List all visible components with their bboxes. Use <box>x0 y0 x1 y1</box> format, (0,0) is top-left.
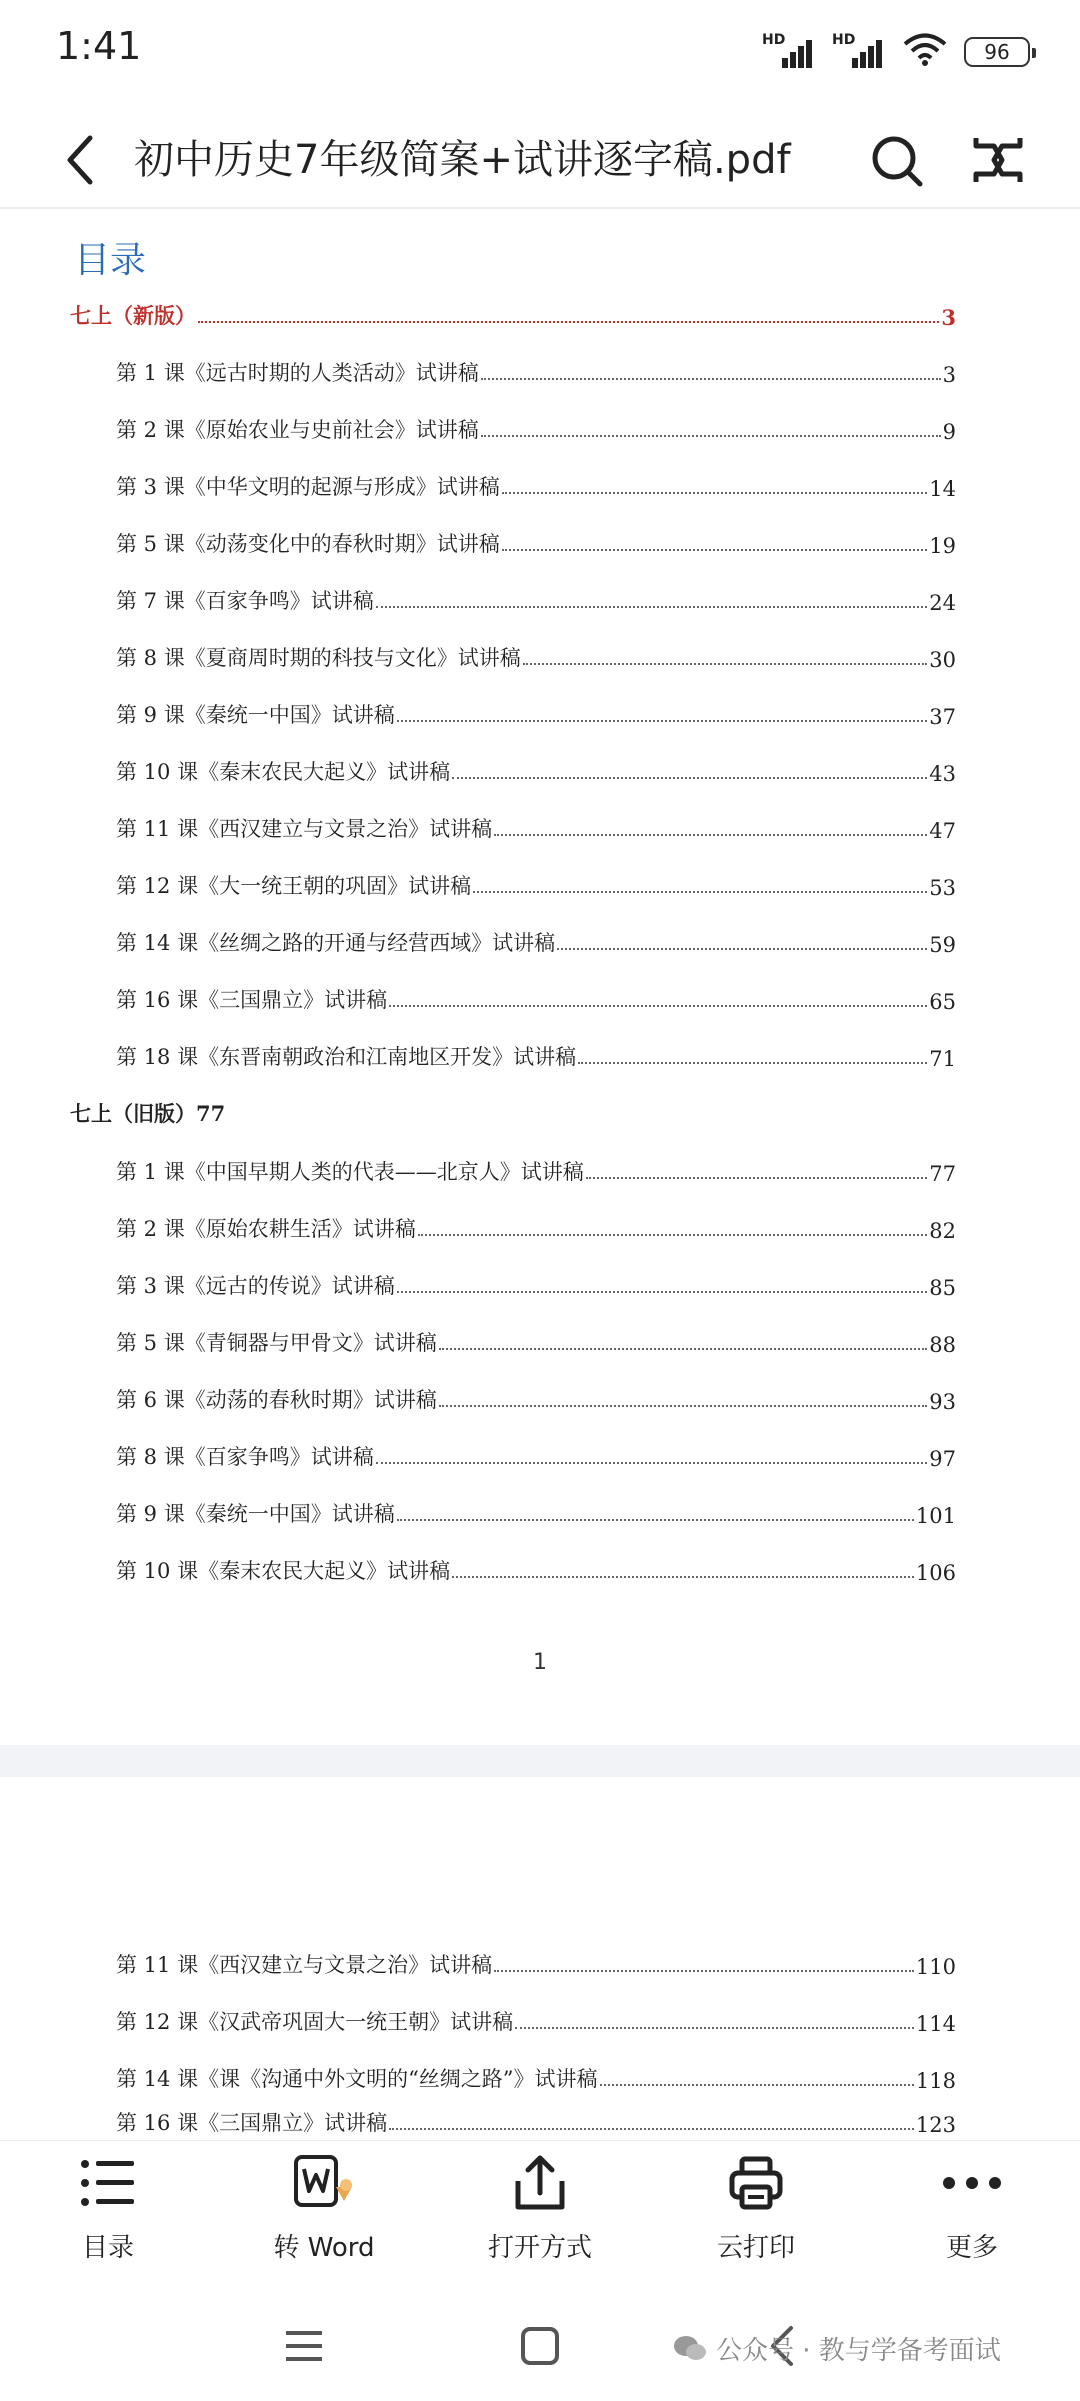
open-with-label: 打开方式 <box>487 2233 592 2263</box>
cloud-print-button[interactable] <box>676 2151 836 2281</box>
home-button[interactable] <box>510 2318 570 2374</box>
battery-level: 96 <box>984 40 1010 64</box>
toc-row[interactable]: 第 11 课《西汉建立与文景之治》试讲稿 110 <box>116 1953 956 1979</box>
toc-row[interactable]: 第 10 课《秦末农民大起义》试讲稿 43 <box>116 760 956 786</box>
toc-row[interactable]: 第 9 课《秦统一中国》试讲稿 101 <box>116 1502 956 1528</box>
pdf-page-1[interactable] <box>0 210 1080 1745</box>
signal-icon <box>762 32 816 72</box>
toc-row[interactable]: 第 14 课《丝绸之路的开通与经营西域》试讲稿 59 <box>116 931 956 957</box>
recents-button[interactable] <box>274 2318 334 2374</box>
list-icon <box>76 2151 140 2215</box>
title-divider <box>0 207 1080 209</box>
toc-row[interactable]: 第 14 课《课《沟通中外文明的“丝绸之路”》试讲稿 118 <box>116 2067 956 2093</box>
home-icon <box>520 2326 560 2366</box>
toc-row[interactable]: 第 8 课《百家争鸣》试讲稿 97 <box>116 1445 956 1471</box>
pdf-page-2[interactable] <box>0 1777 1080 2137</box>
search-button[interactable] <box>860 124 932 196</box>
toc-button-label: 目录 <box>81 2233 134 2263</box>
back-arrow-icon <box>60 132 100 188</box>
page-separator <box>0 1745 1080 1777</box>
toc-row[interactable]: 第 18 课《东晋南朝政治和江南地区开发》试讲稿 71 <box>116 1045 956 1071</box>
open-with-button[interactable] <box>460 2151 620 2281</box>
cloud-print-label: 云打印 <box>716 2233 795 2263</box>
toc-row[interactable]: 第 12 课《汉武帝巩固大一统王朝》试讲稿 114 <box>116 2010 956 2036</box>
back-button[interactable] <box>50 124 110 196</box>
toc-row[interactable]: 第 2 课《原始农业与史前社会》试讲稿 9 <box>116 418 956 444</box>
menu-icon <box>284 2328 324 2364</box>
toc-section-row[interactable]: 七上（旧版）77 <box>70 1101 226 1126</box>
status-bar <box>0 0 1080 100</box>
status-time: 1:41 <box>56 24 142 68</box>
signal-icon-2 <box>832 32 886 72</box>
toc-row[interactable]: 第 11 课《西汉建立与文景之治》试讲稿 47 <box>116 817 956 843</box>
toc-row[interactable]: 第 10 课《秦末农民大起义》试讲稿 106 <box>116 1559 956 1585</box>
hd-badge-2: HD <box>832 32 856 48</box>
toc-section-row[interactable]: 七上（新版） 3 <box>70 303 956 330</box>
bottom-toolbar <box>0 2140 1080 2291</box>
exit-icon <box>970 132 1026 188</box>
page-number: 1 <box>533 1650 547 1675</box>
toc-row[interactable]: 第 16 课《三国鼎立》试讲稿 123 <box>116 2111 956 2137</box>
wifi-icon <box>902 33 948 71</box>
toc-row[interactable]: 第 12 课《大一统王朝的巩固》试讲稿 53 <box>116 874 956 900</box>
watermark-text: 公众号 · 教与学备考面试 <box>716 2336 1001 2366</box>
toc-heading: 目录 <box>74 240 147 281</box>
toc-row[interactable]: 第 9 课《秦统一中国》试讲稿 37 <box>116 703 956 729</box>
exit-reader-button[interactable] <box>962 124 1034 196</box>
convert-word-icon <box>292 2151 356 2215</box>
toc-button[interactable] <box>28 2151 188 2281</box>
printer-icon <box>724 2151 788 2215</box>
more-icon <box>940 2151 1004 2215</box>
system-nav-bar <box>0 2290 1080 2401</box>
more-label: 更多 <box>945 2233 998 2263</box>
toc-row[interactable]: 第 8 课《夏商周时期的科技与文化》试讲稿 30 <box>116 646 956 672</box>
toc-row[interactable]: 第 3 课《远古的传说》试讲稿 85 <box>116 1274 956 1300</box>
document-title: 初中历史7年级简案+试讲逐字稿.pdf <box>134 137 791 183</box>
status-icons <box>762 30 1030 74</box>
more-button[interactable] <box>892 2151 1052 2281</box>
share-icon <box>508 2151 572 2215</box>
toc-row[interactable]: 第 16 课《三国鼎立》试讲稿 65 <box>116 988 956 1014</box>
toc-row[interactable]: 第 1 课《中国早期人类的代表——北京人》试讲稿 77 <box>116 1160 956 1186</box>
toc-row[interactable]: 第 5 课《动荡变化中的春秋时期》试讲稿 19 <box>116 532 956 558</box>
convert-word-button[interactable] <box>244 2151 404 2281</box>
toc-row[interactable]: 第 5 课《青铜器与甲骨文》试讲稿 88 <box>116 1331 956 1357</box>
watermark <box>672 2330 1001 2367</box>
toc-row[interactable]: 第 3 课《中华文明的起源与形成》试讲稿 14 <box>116 475 956 501</box>
toc-row[interactable]: 第 6 课《动荡的春秋时期》试讲稿 93 <box>116 1388 956 1414</box>
battery-icon <box>964 37 1030 67</box>
title-bar <box>0 110 1080 210</box>
convert-word-label: 转 Word <box>273 2233 375 2263</box>
wechat-icon <box>672 2334 708 2364</box>
search-icon <box>868 132 924 188</box>
toc-row[interactable]: 第 7 课《百家争鸣》试讲稿 24 <box>116 589 956 615</box>
hd-badge: HD <box>762 32 786 48</box>
toc-row[interactable]: 第 1 课《远古时期的人类活动》试讲稿 3 <box>116 361 956 387</box>
toc-row[interactable]: 第 2 课《原始农耕生活》试讲稿 82 <box>116 1217 956 1243</box>
